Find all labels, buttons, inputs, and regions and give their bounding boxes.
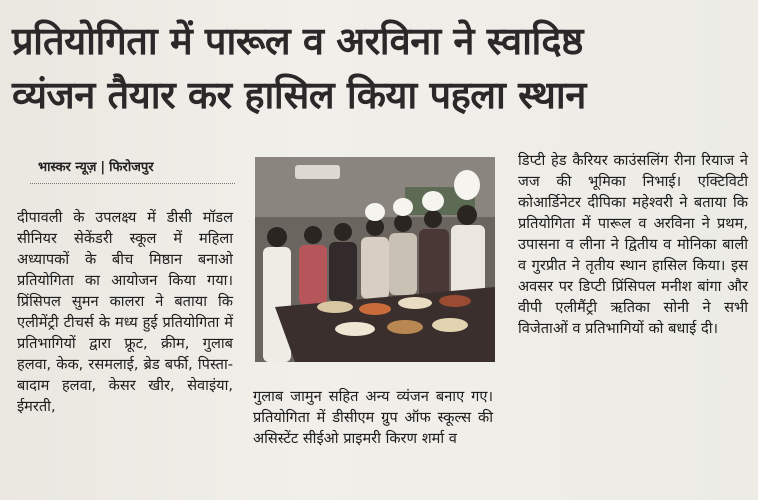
headline (12, 14, 752, 122)
article-column-2: गुलाब जामुन सहित अन्य व्यंजन बनाए गए। प्रतियोगिता में डीसीएम ग्रुप ऑफ स्कूल्स की असिस्टेंट सीईओ प्राइमरी किरण शर्मा व (253, 388, 493, 447)
byline-source: भास्कर न्यूज़ (38, 160, 97, 175)
article-column-1: दीपावली के उपलक्ष्य में डीसी मॉडल सीनियर सेकेंडरी स्कूल में महिला अध्यापकों के बीच मिष्ठान बनाओ प्रतियोगिता का आयोजन किया गया। प्रिंसिपल सुमन कालरा ने बताया कि एलीमेंट्री टीचर्स के मध्य हुई प्रतियोगिता में प्रतिभागियों द्वारा फ्रूट, क्रीम, गुलाब हलवा, केक, रसमलाई, ब्रेड बर्फी, पिस्ता-बादाम हलवा, केसर खीर, सेवाइंया, ईमरती, (17, 209, 233, 415)
headline-line-1: प्रतियोगिता में पारूल व अरविना ने स्वादिष्ठ (12, 19, 583, 63)
byline-place: फिरोजपुर (109, 160, 154, 175)
article-column-3: डिप्टी हेड कैरियर काउंसलिंग रीना रियाज ने जज की भूमिका निभाई। एक्टिविटी कोआर्डिनेटर दीपिका महेश्वरी ने बताया कि प्रतियोगिता में पारूल व अरविना ने प्रथम, उपासना व लीना ने द्वितीय व मोनिका बाली व गुरप्रीत ने तृतीय स्थान हासिल किया। इस अवसर पर डिप्टी प्रिंसिपल मनीश बांगा और वीपी एलीमैंट्री ऋतिका सोनी ने सभी विजेताओं व प्रतिभागियों को बधाई दी। (518, 152, 748, 337)
byline (38, 157, 154, 175)
headline-line-2: व्यंजन तैयार कर हासिल किया पहला स्थान (12, 73, 586, 117)
byline-separator: | (100, 160, 106, 175)
byline-divider (30, 183, 235, 184)
photo-illustration (255, 157, 495, 362)
news-photo (255, 157, 495, 362)
